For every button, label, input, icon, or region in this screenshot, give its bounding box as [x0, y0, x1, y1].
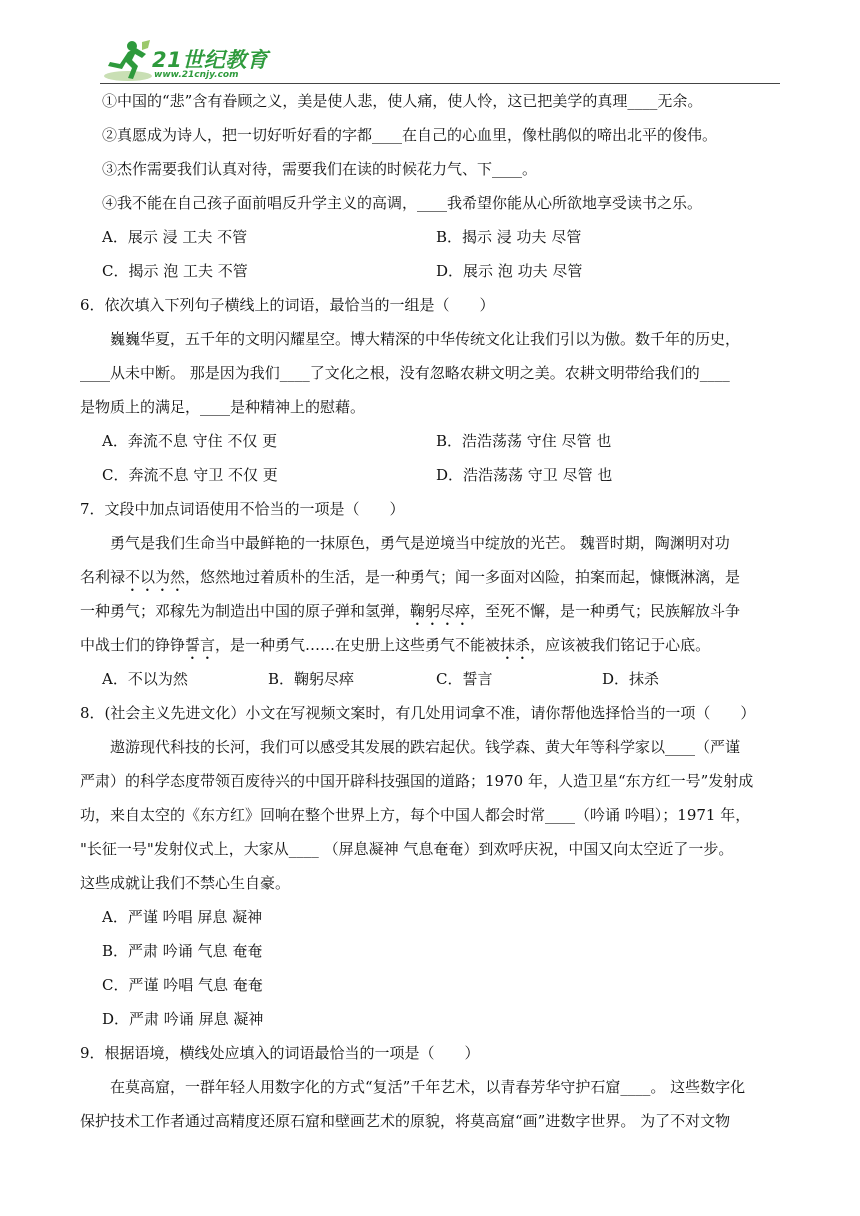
q5-item-4: ④我不能在自己孩子面前唱反升学主义的高调，____我希望你能从心所欲地享受读书之乐。	[102, 194, 703, 212]
q6-option-c: C．奔流不息 守卫 不仅 更	[102, 466, 278, 484]
q7-dotted-word: 抹杀	[500, 636, 531, 654]
q6-option-b: B．浩浩荡荡 守住 尽管 也	[436, 432, 612, 450]
q9-passage-line-2: 保护技术工作者通过高精度还原石窟和壁画艺术的原貌，将莫高窟“画”进数字世界。 为了不对文物	[80, 1112, 731, 1130]
q6-passage-line-2: ____从未中断。 那是因为我们____了文化之根，没有忽略农耕文明之美。农耕文明带给我们的____	[80, 364, 730, 382]
q7-passage-line-3	[80, 600, 740, 629]
header-divider	[100, 83, 780, 84]
q8-option-b: B．严肃 吟诵 气息 奄奄	[102, 942, 263, 960]
q7-text: 名利禄	[80, 568, 126, 586]
q9-stem: 9．根据语境，横线处应填入的词语最恰当的一项是（ ）	[80, 1044, 480, 1062]
q5-item-2: ②真愿成为诗人，把一切好听好看的字都____在自己的心血里，像杜鹃似的啼出北平的俊伟。	[102, 126, 718, 144]
page-header	[100, 38, 780, 84]
q7-option-b: B．鞠躬尽瘁	[268, 670, 355, 688]
q7-passage-line-1: 勇气是我们生命当中最鲜艳的一抹原色，勇气是逆境当中绽放的光芒。 魏晋时期，陶渊明对功	[110, 534, 730, 552]
q8-passage-line-3: 功，来自太空的《东方红》回响在整个世界上方，每个中国人都会时常____（吟诵 吟唱）；1971 年，	[80, 806, 751, 824]
q8-passage-line-5: 这些成就让我们不禁心生自豪。	[80, 874, 291, 892]
q7-option-d: D．抹杀	[602, 670, 660, 688]
q8-stem: 8．(社会主义先进文化）小文在写视频文案时，有几处用词拿不准，请你帮他选择恰当的一项（ ）	[80, 704, 756, 722]
q7-text: 中战士们的铮铮	[80, 636, 186, 654]
q7-stem: 7．文段中加点词语使用不恰当的一项是（ ）	[80, 500, 405, 518]
q7-dotted-word: 鞠躬尽瘁	[410, 602, 471, 620]
q7-text: ，至死不懈，是一种勇气；民族解放斗争	[470, 602, 741, 620]
q8-passage-line-2: 严肃）的科学态度带领百废待兴的中国开辟科技强国的道路；1970 年，人造卫星“东方红一号”发射成	[80, 772, 754, 790]
q7-text: ，是一种勇气……在史册上这些勇气不能被	[215, 636, 501, 654]
q7-passage-line-2	[80, 566, 740, 595]
q5-item-1: ①中国的“悲”含有眷顾之义，美是使人悲，使人痛，使人怜，这已把美学的真理____无余。	[102, 92, 703, 110]
q7-dotted-word: 誓言	[185, 636, 216, 654]
q8-option-c: C．严谨 吟唱 气息 奄奄	[102, 976, 263, 994]
q6-stem: 6．依次填入下列句子横线上的词语，最恰当的一组是（ ）	[80, 296, 495, 314]
q7-text: ，悠然地过着质朴的生活，是一种勇气；闻一多面对凶险，拍案而起，慷慨淋漓，是	[185, 568, 741, 586]
site-logo	[102, 38, 282, 84]
q7-dotted-word: 不以为然	[125, 568, 186, 586]
q6-option-d: D．浩浩荡荡 守卫 尽管 也	[436, 466, 613, 484]
q6-passage-line-1: 巍巍华夏，五千年的文明闪耀星空。博大精深的中华传统文化让我们引以为傲。数千年的历史，	[110, 330, 741, 348]
q6-option-a: A．奔流不息 守住 不仅 更	[102, 432, 278, 450]
q5-option-d: D．展示 泡 功夫 尽管	[436, 262, 583, 280]
q5-option-b: B．揭示 浸 功夫 尽管	[436, 228, 582, 246]
q5-option-c: C．揭示 泡 工夫 不管	[102, 262, 248, 280]
q8-option-a: A．严谨 吟唱 屏息 凝神	[102, 908, 263, 926]
q6-passage-line-3: 是物质上的满足，____是种精神上的慰藉。	[80, 398, 366, 416]
logo-url: www.21cnjy.com	[154, 70, 239, 80]
q8-option-d: D．严肃 吟诵 屏息 凝神	[102, 1010, 264, 1028]
q7-text: 一种勇气；邓稼先为制造出中国的原子弹和氢弹，	[80, 602, 411, 620]
logo-text: 21世纪教育	[152, 48, 269, 72]
q9-passage-line-1: 在莫高窟，一群年轻人用数字化的方式“复活”千年艺术，以青春芳华守护石窟____。 这些数字化	[110, 1078, 746, 1096]
q7-text: ，应该被我们铭记于心底。	[530, 636, 711, 654]
q7-option-c: C．誓言	[436, 670, 493, 688]
q7-passage-line-4	[80, 634, 710, 663]
runner-logo-icon	[102, 38, 152, 84]
q5-item-3: ③杰作需要我们认真对待，需要我们在读的时候花力气、下____。	[102, 160, 538, 178]
q5-option-a: A．展示 浸 工夫 不管	[102, 228, 248, 246]
q8-passage-line-4: "长征一号"发射仪式上，大家从____ （屏息凝神 气息奄奄）到欢呼庆祝，中国又向太空近了一步。	[80, 840, 734, 858]
q7-option-a: A．不以为然	[102, 670, 188, 688]
q8-passage-line-1: 遨游现代科技的长河，我们可以感受其发展的跌宕起伏。钱学森、黄大年等科学家以____（严谨	[110, 738, 741, 756]
